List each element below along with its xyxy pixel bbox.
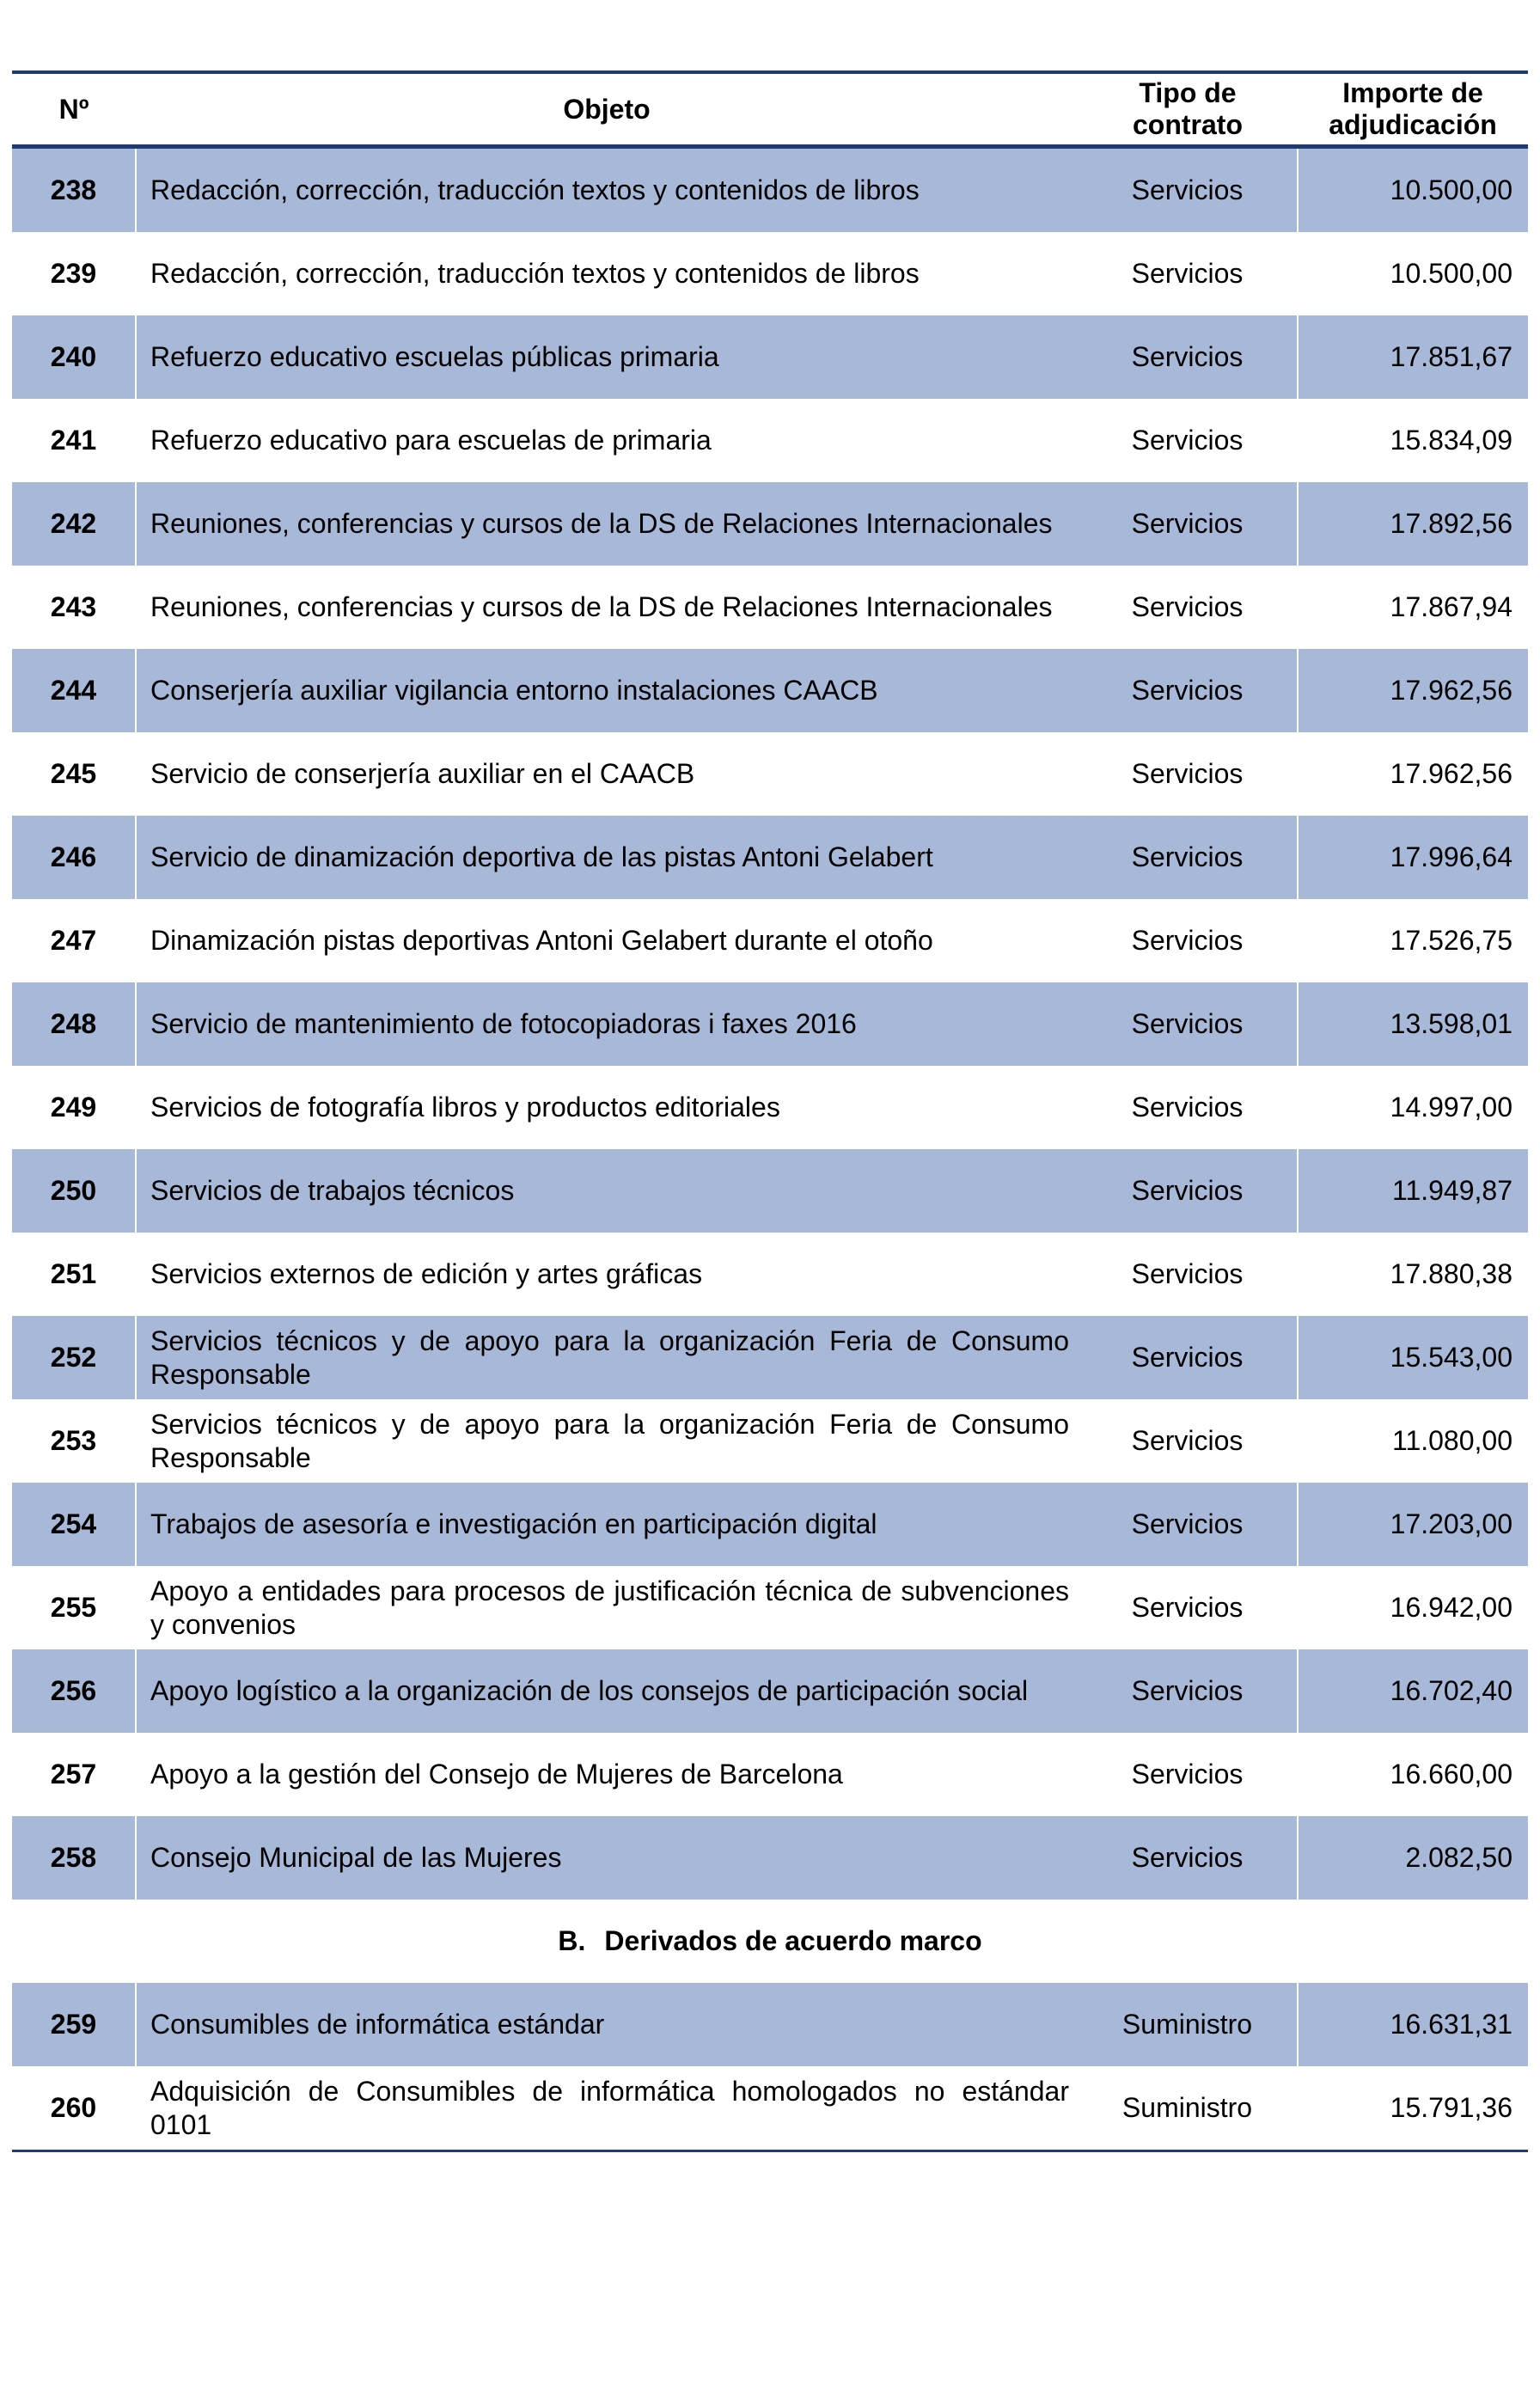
- table-row: [12, 1816, 1528, 1900]
- row-number: 254: [12, 1483, 136, 1566]
- row-objeto: Servicios técnicos y de apoyo para la organización Feria de Consumo Responsable: [150, 1408, 1069, 1473]
- row-number: 239: [12, 232, 136, 315]
- table-row: [12, 232, 1528, 315]
- row-importe: 13.598,01: [1298, 982, 1528, 1066]
- table-row: [12, 732, 1528, 816]
- table-row: [12, 982, 1528, 1066]
- row-objeto: Conserjería auxiliar vigilancia entorno instalaciones CAACB: [136, 649, 1078, 732]
- contracts-table: [12, 70, 1528, 2152]
- row-tipo-contrato: Servicios: [1078, 982, 1298, 1066]
- row-importe: 10.500,00: [1390, 258, 1512, 289]
- row-number: 253: [12, 1399, 136, 1483]
- row-importe: 15.543,00: [1298, 1316, 1528, 1399]
- table-row: [12, 649, 1528, 732]
- row-tipo-contrato: Servicios: [1078, 732, 1298, 816]
- row-tipo-contrato: Servicios: [1078, 899, 1298, 982]
- row-number: 246: [12, 816, 136, 899]
- table-row: [12, 1066, 1528, 1149]
- table-row: [12, 399, 1528, 482]
- row-importe: 10.500,00: [1298, 147, 1528, 233]
- row-objeto: Apoyo logístico a la organización de los consejos de participación social: [136, 1649, 1078, 1733]
- table-row: [12, 1399, 1528, 1483]
- table-row: [12, 2066, 1528, 2151]
- row-number: 256: [12, 1649, 136, 1733]
- row-number: 242: [12, 482, 136, 566]
- row-importe: 17.203,00: [1298, 1483, 1528, 1566]
- row-tipo-contrato: Servicios: [1078, 1316, 1298, 1399]
- row-importe: 17.526,75: [1390, 925, 1512, 956]
- row-tipo-contrato: Servicios: [1078, 315, 1298, 399]
- row-importe: 11.949,87: [1298, 1149, 1528, 1233]
- row-importe: 15.834,09: [1390, 425, 1512, 456]
- row-tipo-contrato: Servicios: [1078, 482, 1298, 566]
- row-number: 251: [12, 1233, 136, 1316]
- row-number: 252: [12, 1316, 136, 1399]
- table-row: [12, 482, 1528, 566]
- row-number: 258: [12, 1816, 136, 1900]
- row-number: 247: [12, 899, 136, 982]
- table-row: [12, 1149, 1528, 1233]
- row-tipo-contrato: Servicios: [1078, 1816, 1298, 1900]
- row-objeto: Reuniones, conferencias y cursos de la DS de Relaciones Internacionales: [136, 482, 1078, 566]
- section-letter: B.: [558, 1925, 586, 1956]
- table-row: [12, 1483, 1528, 1566]
- header-importe-line1: Importe de: [1342, 77, 1483, 108]
- row-objeto: Servicios de fotografía libros y productos editoriales: [150, 1092, 780, 1123]
- row-objeto: Servicios técnicos y de apoyo para la organización Feria de Consumo Responsable: [136, 1316, 1078, 1399]
- row-importe: 16.631,31: [1298, 1983, 1528, 2066]
- row-tipo-contrato: Servicios: [1078, 649, 1298, 732]
- table-row: [12, 1566, 1528, 1649]
- table-row: [12, 1649, 1528, 1733]
- header-importe-line2: adjudicación: [1329, 109, 1497, 140]
- row-objeto: Servicios de trabajos técnicos: [136, 1149, 1078, 1233]
- row-tipo-contrato: Servicios: [1078, 147, 1298, 233]
- row-importe: 17.962,56: [1298, 649, 1528, 732]
- row-importe: 17.867,94: [1390, 591, 1512, 622]
- row-tipo-contrato: Servicios: [1078, 1733, 1298, 1816]
- table-body: [12, 147, 1528, 2151]
- header-tipo-line1: Tipo de: [1139, 77, 1237, 108]
- row-number: 245: [12, 732, 136, 816]
- row-importe: 16.702,40: [1298, 1649, 1528, 1733]
- row-objeto: Trabajos de asesoría e investigación en participación digital: [136, 1483, 1078, 1566]
- row-objeto: Servicio de dinamización deportiva de las pistas Antoni Gelabert: [136, 816, 1078, 899]
- row-objeto: Adquisición de Consumibles de informática homologados no estándar 0101: [136, 2066, 1078, 2151]
- row-importe: 2.082,50: [1298, 1816, 1528, 1900]
- row-objeto: Refuerzo educativo para escuelas de primaria: [150, 425, 712, 456]
- row-number: 243: [12, 566, 136, 649]
- table-row: [12, 566, 1528, 649]
- row-tipo-contrato: Servicios: [1078, 1649, 1298, 1733]
- header-tipo: [1078, 72, 1298, 147]
- row-objeto: Dinamización pistas deportivas Antoni Gelabert durante el otoño: [150, 925, 933, 956]
- row-number: 249: [12, 1066, 136, 1149]
- table-row: [12, 147, 1528, 233]
- row-number: 257: [12, 1733, 136, 1816]
- row-objeto: Servicio de mantenimiento de fotocopiadoras i faxes 2016: [136, 982, 1078, 1066]
- table-row: [12, 315, 1528, 399]
- row-objeto: Reuniones, conferencias y cursos de la DS de Relaciones Internacionales: [150, 591, 1053, 622]
- row-number: 241: [12, 399, 136, 482]
- row-importe: 15.791,36: [1298, 2066, 1528, 2151]
- header-objeto: [136, 72, 1078, 147]
- row-number: 244: [12, 649, 136, 732]
- row-tipo-contrato: Servicios: [1078, 566, 1298, 649]
- row-importe: 17.880,38: [1390, 1258, 1512, 1289]
- row-tipo-contrato: Servicios: [1078, 1233, 1298, 1316]
- row-number: 260: [12, 2066, 136, 2151]
- row-tipo-contrato: Servicios: [1078, 1066, 1298, 1149]
- row-tipo-contrato: Suministro: [1078, 2066, 1298, 2151]
- row-number: 259: [12, 1983, 136, 2066]
- row-tipo-contrato: Servicios: [1078, 816, 1298, 899]
- row-number: 240: [12, 315, 136, 399]
- row-importe: 16.660,00: [1390, 1759, 1512, 1790]
- row-importe: 17.962,56: [1390, 758, 1512, 789]
- header-num-label: Nº: [58, 93, 89, 125]
- row-tipo-contrato: Servicios: [1078, 1399, 1298, 1483]
- table-header-row: [12, 72, 1528, 147]
- row-number: 238: [12, 147, 136, 233]
- row-objeto: Servicios externos de edición y artes gráficas: [150, 1258, 703, 1289]
- table-row: [12, 1983, 1528, 2066]
- row-tipo-contrato: Servicios: [1078, 1483, 1298, 1566]
- row-objeto: Consejo Municipal de las Mujeres: [136, 1816, 1078, 1900]
- header-num: [12, 72, 136, 147]
- row-objeto: Apoyo a entidades para procesos de justificación técnica de subvenciones y convenios: [150, 1575, 1069, 1640]
- table-row: [12, 816, 1528, 899]
- header-objeto-label: Objeto: [563, 93, 651, 125]
- table-row: [12, 1316, 1528, 1399]
- row-importe: 14.997,00: [1390, 1092, 1512, 1123]
- row-tipo-contrato: Servicios: [1078, 232, 1298, 315]
- row-number: 255: [12, 1566, 136, 1649]
- table-row: [12, 1733, 1528, 1816]
- row-objeto: Apoyo a la gestión del Consejo de Mujeres de Barcelona: [150, 1759, 843, 1790]
- row-objeto: Redacción, corrección, traducción textos y contenidos de libros: [150, 258, 920, 289]
- row-importe: 11.080,00: [1392, 1425, 1512, 1456]
- table-row: [12, 1233, 1528, 1316]
- header-tipo-line2: contrato: [1133, 109, 1243, 140]
- row-number: 248: [12, 982, 136, 1066]
- row-importe: 17.892,56: [1298, 482, 1528, 566]
- section-heading-row: [12, 1900, 1528, 1983]
- row-tipo-contrato: Servicios: [1078, 399, 1298, 482]
- row-objeto: Servicio de conserjería auxiliar en el CAACB: [150, 758, 695, 789]
- section-heading: [12, 1900, 1528, 1983]
- row-importe: 17.851,67: [1298, 315, 1528, 399]
- row-importe: 16.942,00: [1390, 1592, 1512, 1623]
- table-row: [12, 899, 1528, 982]
- row-objeto: Refuerzo educativo escuelas públicas primaria: [136, 315, 1078, 399]
- row-objeto: Redacción, corrección, traducción textos y contenidos de libros: [136, 147, 1078, 233]
- row-number: 250: [12, 1149, 136, 1233]
- section-title: Derivados de acuerdo marco: [604, 1925, 982, 1956]
- header-importe: [1298, 72, 1528, 147]
- row-tipo-contrato: Suministro: [1078, 1983, 1298, 2066]
- row-tipo-contrato: Servicios: [1078, 1566, 1298, 1649]
- row-objeto: Consumibles de informática estándar: [136, 1983, 1078, 2066]
- row-tipo-contrato: Servicios: [1078, 1149, 1298, 1233]
- row-importe: 17.996,64: [1298, 816, 1528, 899]
